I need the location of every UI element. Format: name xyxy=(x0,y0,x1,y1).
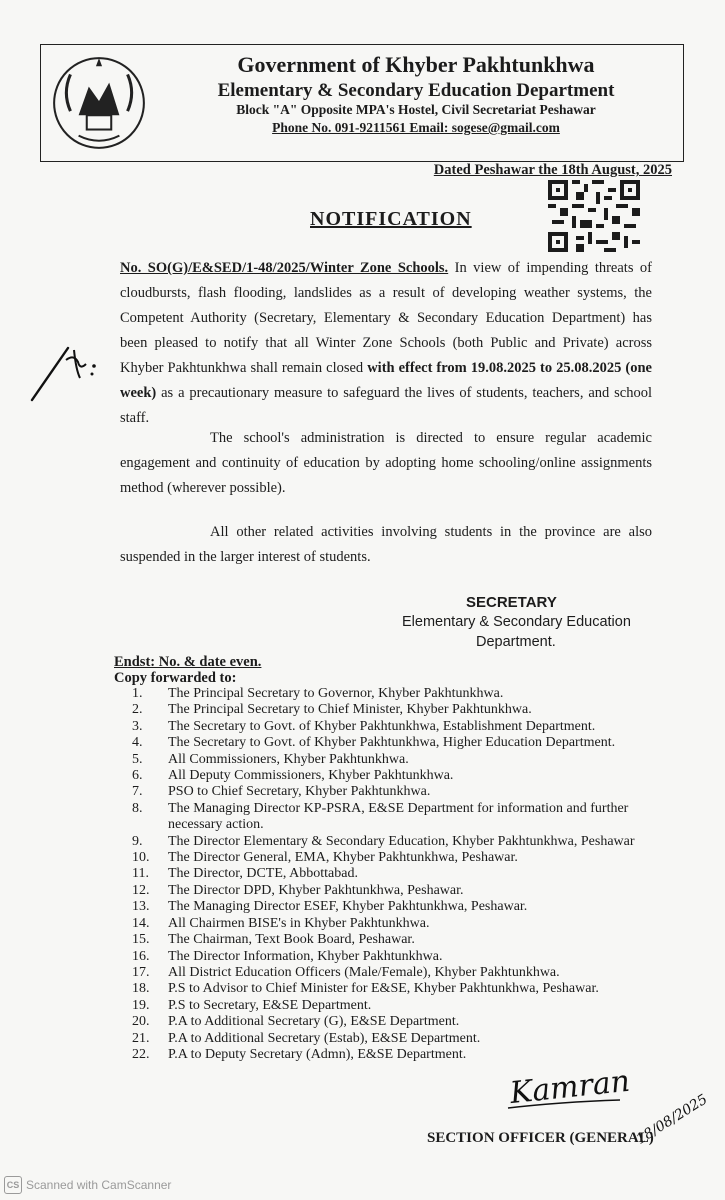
copy-recipient-number: 5. xyxy=(132,751,143,767)
copy-recipient-number: 18. xyxy=(132,981,150,997)
date-line: Dated Peshawar the 18th August, 2025 xyxy=(433,162,672,178)
department-address: Block "A" Opposite MPA's Hostel, Civil Secretariat Peshawar xyxy=(236,102,596,117)
signatory-department-suffix: Department. xyxy=(476,634,556,650)
copy-recipient-text: P.A to Additional Secretary (Estab), E&SE Department. xyxy=(168,1030,481,1046)
paragraph-1-text-a: In view of impending threats of cloudbursts, flash flooding, landslides as a result of developing weather systems, the Competent Authority (Secretary, Elementary & Secondary Education Department) has been pleased to notify that all Winter Zone Schools (both Public and Private) across Khyber Pakhtunkhwa shall remain closed xyxy=(120,260,652,376)
copy-recipient-text: The Managing Director KP-PSRA, E&SE Department for information and further necessary action. xyxy=(168,800,629,833)
copy-recipient-item xyxy=(132,916,672,932)
copy-recipient-number: 11. xyxy=(132,866,149,882)
camscanner-icon: CS xyxy=(4,1176,22,1194)
paragraph-3-text: All other related activities involving students in the province are also suspended in the larger interest of students. xyxy=(120,524,652,565)
copy-recipient-number: 16. xyxy=(132,948,150,964)
copy-recipient-text: P.S to Secretary, E&SE Department. xyxy=(168,997,372,1013)
closure-dates: with effect from 19.08.2025 to 25.08.2025 (one week) xyxy=(120,360,652,401)
copy-recipient-number: 3. xyxy=(132,718,143,734)
copy-recipient-number: 1. xyxy=(132,686,143,701)
notification-paragraph-3 xyxy=(120,520,652,570)
department-contact xyxy=(150,120,682,136)
notification-paragraph-2 xyxy=(120,426,652,501)
copy-recipient-text: The Secretary to Govt. of Khyber Pakhtunkhwa, Establishment Department. xyxy=(168,718,596,734)
copy-recipient-item xyxy=(132,768,672,784)
copy-recipient-item xyxy=(132,752,672,768)
contact-text: Phone No. 091-9211561 Email: sogese@gmail.com xyxy=(272,120,560,135)
copy-recipient-number: 12. xyxy=(132,882,150,898)
government-name: Government of Khyber Pakhtunkhwa xyxy=(237,52,595,77)
copy-recipient-number: 19. xyxy=(132,997,150,1013)
copy-recipient-item xyxy=(132,850,672,866)
reference-number: No. SO(G)/E&SED/1-48/2025/Winter Zone Schools. xyxy=(120,260,449,276)
copy-recipient-text: The Director Elementary & Secondary Education, Khyber Pakhtunkhwa, Peshawar xyxy=(168,833,635,849)
copy-recipient-text: All Chairmen BISE's in Khyber Pakhtunkhwa. xyxy=(168,915,430,931)
copy-recipient-item xyxy=(132,1031,672,1047)
copy-recipients-list xyxy=(132,686,672,1063)
copy-recipient-number: 13. xyxy=(132,899,150,915)
notification-paragraph-1 xyxy=(120,256,652,431)
copy-recipient-text: The Director General, EMA, Khyber Pakhtunkhwa, Peshawar. xyxy=(168,850,518,866)
copy-recipient-text: P.A to Additional Secretary (G), E&SE Department. xyxy=(168,1014,460,1030)
copy-recipient-text: P.S to Advisor to Chief Minister for E&SE, Khyber Pakhtunkhwa, Peshawar. xyxy=(168,981,599,997)
copy-recipient-item xyxy=(132,998,672,1014)
endorsement-line: Endst: No. & date even. xyxy=(114,654,262,670)
copy-recipient-text: The Secretary to Govt. of Khyber Pakhtunkhwa, Higher Education Department. xyxy=(168,735,616,751)
copy-recipient-item xyxy=(132,801,672,834)
scanner-watermark-text: Scanned with CamScanner xyxy=(26,1178,172,1192)
handwritten-initial-mark xyxy=(28,340,118,410)
scanner-watermark xyxy=(4,1176,171,1194)
copy-recipient-number: 17. xyxy=(132,964,150,980)
department-name: Elementary & Secondary Education Department xyxy=(217,80,615,101)
copy-recipient-text: The Chairman, Text Book Board, Peshawar. xyxy=(168,932,415,948)
copy-recipient-item xyxy=(132,932,672,948)
copy-recipient-item xyxy=(132,965,672,981)
copy-recipient-text: All Deputy Commissioners, Khyber Pakhtunkhwa. xyxy=(168,768,454,784)
signatory-department: Elementary & Secondary Education xyxy=(402,614,631,630)
copy-recipient-item xyxy=(132,686,672,702)
kp-emblem-icon xyxy=(48,52,150,154)
copy-recipient-text: All Commissioners, Khyber Pakhtunkhwa. xyxy=(168,751,409,767)
copy-recipient-text: The Director, DCTE, Abbottabad. xyxy=(168,866,358,882)
copy-forwarded-heading: Copy forwarded to: xyxy=(114,670,237,686)
copy-recipient-text: PSO to Chief Secretary, Khyber Pakhtunkhwa. xyxy=(168,784,431,800)
copy-recipient-item xyxy=(132,899,672,915)
copy-recipient-item xyxy=(132,1014,672,1030)
copy-recipient-number: 8. xyxy=(132,800,143,816)
copy-recipient-number: 15. xyxy=(132,932,150,948)
copy-recipient-number: 2. xyxy=(132,702,143,718)
copy-recipient-item xyxy=(132,981,672,997)
copy-recipient-number: 10. xyxy=(132,850,150,866)
copy-recipient-number: 21. xyxy=(132,1030,150,1046)
copy-recipient-item xyxy=(132,834,672,850)
section-officer-designation: SECTION OFFICER (GENERAL) xyxy=(427,1130,654,1146)
copy-recipient-text: The Principal Secretary to Governor, Khyber Pakhtunkhwa. xyxy=(168,686,504,701)
copy-recipient-number: 6. xyxy=(132,768,143,784)
copy-recipient-number: 9. xyxy=(132,833,143,849)
notification-title: NOTIFICATION xyxy=(310,208,472,230)
copy-recipient-item xyxy=(132,784,672,800)
copy-recipient-number: 14. xyxy=(132,915,150,931)
copy-recipient-number: 7. xyxy=(132,784,143,800)
copy-recipient-text: The Managing Director ESEF, Khyber Pakhtunkhwa, Peshawar. xyxy=(168,899,528,915)
signature-name: Kamran xyxy=(508,1063,632,1112)
copy-recipient-item xyxy=(132,883,672,899)
copy-recipient-number: 22. xyxy=(132,1046,150,1062)
copy-recipient-text: The Principal Secretary to Chief Minister, Khyber Pakhtunkhwa. xyxy=(168,702,532,718)
copy-recipient-text: The Director DPD, Khyber Pakhtunkhwa, Peshawar. xyxy=(168,882,464,898)
paragraph-2-text: The school's administration is directed to ensure regular academic engagement and continuity of education by adopting home schooling/online assignments method (wherever possible). xyxy=(120,430,652,496)
copy-recipient-item xyxy=(132,702,672,718)
copy-recipient-item xyxy=(132,719,672,735)
copy-recipient-number: 20. xyxy=(132,1014,150,1030)
signatory-title: SECRETARY xyxy=(466,594,557,611)
copy-recipient-item xyxy=(132,866,672,882)
signature-date: 18/08/2025 xyxy=(633,1091,711,1148)
copy-recipient-text: All District Education Officers (Male/Female), Khyber Pakhtunkhwa. xyxy=(168,964,560,980)
copy-recipient-item xyxy=(132,735,672,751)
paragraph-1-text-b: as a precautionary measure to safeguard the lives of students, teachers, and school staff. xyxy=(120,385,652,426)
copy-recipient-item xyxy=(132,949,672,965)
copy-recipient-text: P.A to Deputy Secretary (Admn), E&SE Department. xyxy=(168,1046,467,1062)
copy-recipient-number: 4. xyxy=(132,735,143,751)
copy-recipient-text: The Director Information, Khyber Pakhtunkhwa. xyxy=(168,948,443,964)
qr-code-icon xyxy=(548,180,640,252)
